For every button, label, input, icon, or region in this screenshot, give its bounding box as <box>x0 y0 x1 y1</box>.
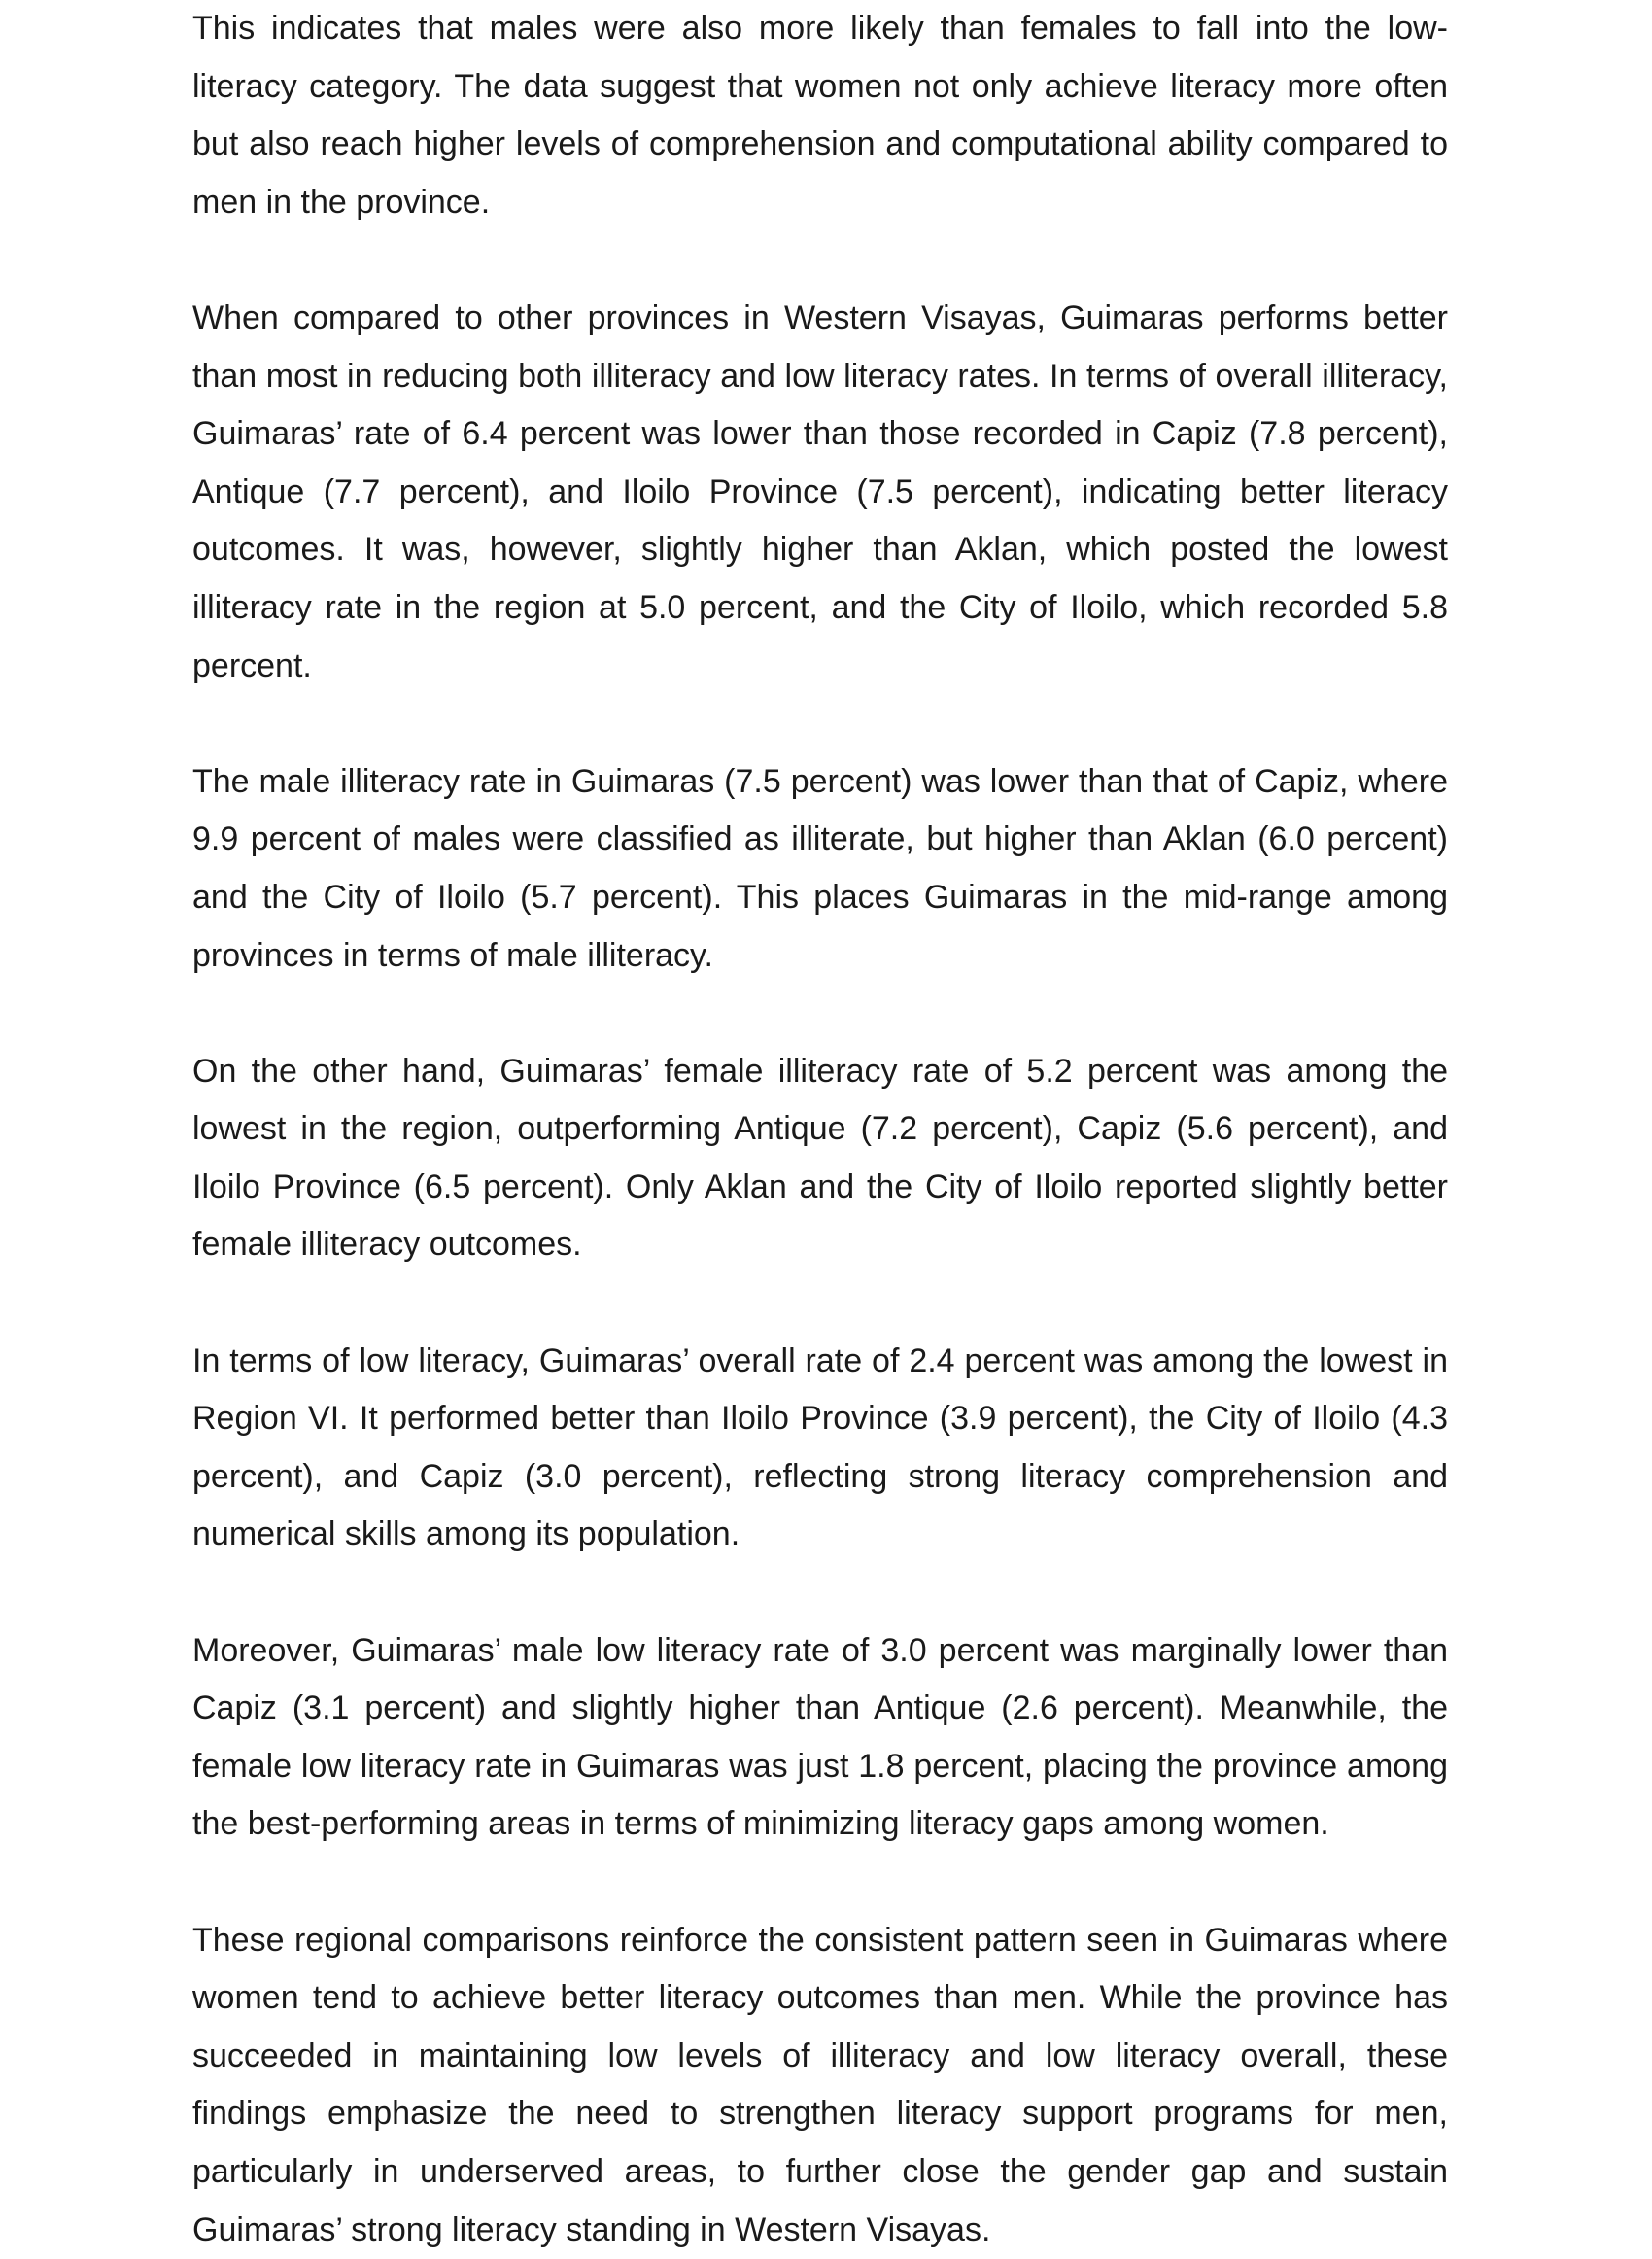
paragraph-male-illiteracy: The male illiteracy rate in Guimaras (7.5 percent) was lower than that of Capiz, where 9.9 percent of males were classified as illiterate, but higher than Aklan (6.0 percent) and the City of Iloilo (5.7 percent). This places Guimaras in the mid-range among provinces in terms of male illiteracy. <box>192 762 1448 974</box>
paragraph-female-illiteracy: On the other hand, Guimaras’ female illiteracy rate of 5.2 percent was among the lowest in the region, outperforming Antique (7.2 percent), Capiz (5.6 percent), and Iloilo Province (6.5 percent). Only Aklan and the City of Iloilo reported slightly better female illiteracy outcomes. <box>192 1052 1448 1264</box>
paragraph-conclusion: These regional comparisons reinforce the consistent pattern seen in Guimaras where women tend to achieve better literacy outcomes than men. While the province has succeeded in maintaining low levels of illiteracy and low literacy overall, these findings emphasize the need to strengthen literacy support programs for men, particularly in underserved areas, to further close the gender gap and sustain Guimaras’ strong literacy standing in Western Visayas. <box>192 1921 1448 2248</box>
paragraph-overall-low-literacy: In terms of low literacy, Guimaras’ overall rate of 2.4 percent was among the lowest in Region VI. It performed better than Iloilo Province (3.9 percent), the City of Iloilo (4.3 percent), and Capiz (3.0 percent), reflecting strong literacy comprehension and numerical skills among its population. <box>192 1341 1448 1553</box>
paragraph-gender-low-literacy: Moreover, Guimaras’ male low literacy rate of 3.0 percent was marginally lower than Capiz (3.1 percent) and slightly higher than Antique (2.6 percent). Meanwhile, the female low literacy rate in Guimaras was just 1.8 percent, placing the province among the best-performing areas in terms of minimizing literacy gaps among women. <box>192 1631 1448 1843</box>
paragraph-regional-comparison: When compared to other provinces in Western Visayas, Guimaras performs better than most in reducing both illiteracy and low literacy rates. In terms of overall illiteracy, Guimaras’ rate of 6.4 percent was lower than those recorded in Capiz (7.8 percent), Antique (7.7 percent), and Iloilo Province (7.5 percent), indicating better literacy outcomes. It was, however, slightly higher than Aklan, which posted the lowest illiteracy rate in the region at 5.0 percent, and the City of Iloilo, which recorded 5.8 percent. <box>192 298 1448 684</box>
paragraph-low-literacy-gender: This indicates that males were also more likely than females to fall into the low-literacy category. The data suggest that women not only achieve literacy more often but also reach higher levels of comprehension and computational ability compared to men in the province. <box>192 10 1448 221</box>
document-body <box>192 0 1448 2259</box>
